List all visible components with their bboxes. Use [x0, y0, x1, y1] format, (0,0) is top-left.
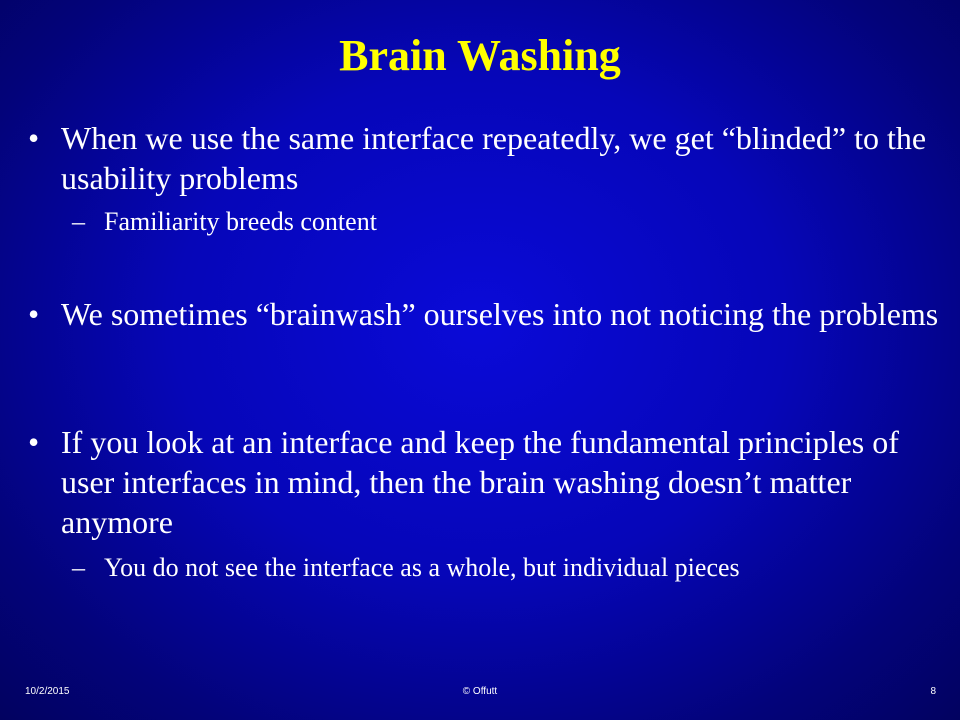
bullet-text-2: We sometimes “brainwash” ourselves into not noticing the problems: [61, 296, 939, 332]
sub-bullet-dash: –: [72, 553, 85, 582]
sub-bullet-text-1: Familiarity breeds content: [104, 207, 377, 236]
footer-copyright: © Offutt: [462, 686, 498, 697]
bullet-marker: •: [28, 120, 40, 156]
sub-bullet-text-2: You do not see the interface as a whole, but individual pieces: [104, 553, 740, 582]
bullet-text-3: If you look at an interface and keep the fundamental principles of user interfaces in mind, then the brain washing doesn’t matter anymore: [61, 424, 899, 540]
bullet-marker: •: [28, 296, 40, 332]
sub-bullet-dash: –: [72, 207, 85, 236]
footer-page-number: 8: [930, 686, 936, 697]
bullet-text-1: When we use the same interface repeatedly, we get “blinded” to the usability problems: [61, 120, 927, 196]
slide-title: Brain Washing: [339, 31, 621, 80]
bullet-marker: •: [28, 424, 40, 460]
footer-date: 10/2/2015: [25, 686, 70, 697]
